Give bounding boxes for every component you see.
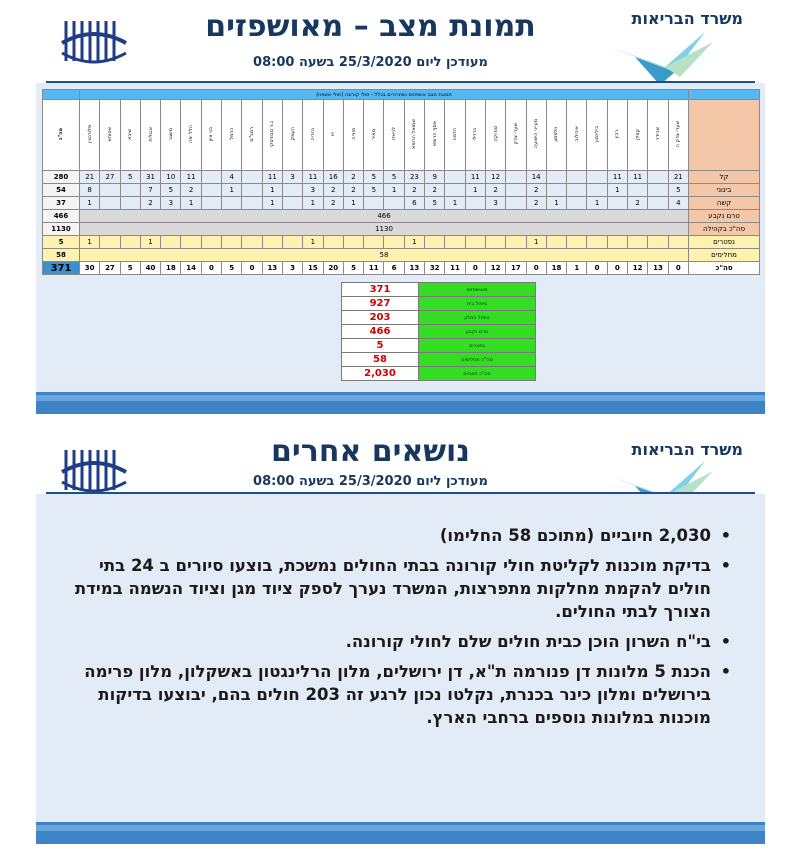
table-cell	[546, 236, 566, 249]
table-row: 371 30 27 5 40 18 14 0 5 0 13 3 15 20 5 11 6 13 32 11 0 12 17 0 18 1 0 0 12 13 0 סה"כ	[43, 262, 760, 275]
table-cell: 1	[465, 184, 485, 197]
table-cell: 10	[161, 171, 181, 184]
table-cell	[201, 171, 221, 184]
summary-label: נפטרים	[419, 339, 536, 353]
table-cell	[384, 236, 404, 249]
hospital-name: אסף הרופא	[431, 121, 438, 147]
bullet-text: בי"ח השרון הוכן כבית חולים שלם לחולי קורונה.	[345, 632, 711, 651]
hospital-name: ג.ר סבורסקי	[269, 120, 276, 148]
table-cell: 1	[343, 197, 363, 210]
table-cell: 3	[303, 184, 323, 197]
hospital-name: שערי צדק	[512, 123, 519, 145]
table-cell: 2	[485, 184, 505, 197]
slide-other-topics	[36, 432, 765, 844]
table-cell	[181, 236, 201, 249]
summary-label: מאושפזים	[419, 283, 536, 297]
hospital-name: הדסה	[451, 127, 458, 141]
summary-row	[342, 311, 536, 325]
table-cell	[607, 197, 627, 210]
ministry-name: משרד הבריאות	[631, 440, 743, 459]
table-cell	[668, 236, 688, 249]
summary-row	[342, 325, 536, 339]
table-cell: 5	[384, 171, 404, 184]
table-cell: 5	[161, 184, 181, 197]
table-cell: 3	[161, 197, 181, 210]
table-cell: 1	[262, 184, 282, 197]
table-cell	[546, 184, 566, 197]
table-cell	[445, 184, 465, 197]
table-cell: 21	[80, 171, 100, 184]
hospital-name: ברזילי	[472, 127, 479, 141]
table-cell: 1	[303, 236, 323, 249]
table-cell: 11	[445, 262, 465, 275]
row-label-light: קל	[689, 171, 760, 184]
hospital-name: מאיר	[370, 128, 377, 140]
table-cell: 5	[364, 184, 384, 197]
table-cell: 8	[80, 184, 100, 197]
table-cell	[100, 184, 120, 197]
hospital-name: איכילוב	[573, 126, 580, 142]
table-cell: 18	[161, 262, 181, 275]
hospital-name: קפלן	[634, 128, 641, 140]
table-cell: 7	[140, 184, 160, 197]
table-cell	[242, 184, 262, 197]
table-cell	[222, 236, 242, 249]
summary-value: 927	[342, 297, 419, 311]
hospital-name: זיו	[330, 131, 337, 137]
bullet-item	[60, 524, 731, 547]
ministry-name: משרד הבריאות	[631, 9, 743, 28]
table-cell: 20	[323, 262, 343, 275]
hospital-header-row	[43, 100, 760, 171]
table-cell	[567, 171, 587, 184]
table-cell	[587, 184, 607, 197]
table-cell	[222, 197, 242, 210]
hospital-name: מעייני הישועה	[533, 119, 540, 149]
hospital-name: סורוקה	[492, 126, 499, 142]
bullet-item	[60, 630, 731, 653]
table-cell	[282, 236, 302, 249]
hospital-name: אסותא	[106, 126, 113, 142]
summary-value: 5	[342, 339, 419, 353]
table-cell	[506, 236, 526, 249]
table-cell: 23	[404, 171, 424, 184]
bullet-list	[60, 524, 729, 736]
table-caption: תמונת מצב אשפוזים ושחרורים בכלל - חולי קורונה (חולי אשפוז)	[80, 90, 689, 100]
table-cell	[628, 184, 648, 197]
table-cell: 2	[628, 197, 648, 210]
table-cell: 18	[546, 262, 566, 275]
slide-status-hospitalized	[36, 3, 765, 414]
table-cell: 4	[222, 171, 242, 184]
update-date: מעודכן ליום 25/3/2020 בשעה 08:00	[253, 474, 488, 489]
table-cell: 6	[404, 197, 424, 210]
table-cell: 11	[262, 171, 282, 184]
table-cell: 9	[425, 171, 445, 184]
table-cell: 40	[140, 262, 160, 275]
table-cell	[425, 236, 445, 249]
row-label-sum: סה"כ	[689, 262, 760, 275]
summary-row	[342, 339, 536, 353]
slide-footer	[36, 392, 765, 414]
bullet-text: בדיקת מוכנות לקליטת חולי קורונה בבתי החולים נמשכת, בוצעו סיורים ב 24 בתי חולים להקמת מחלקות מתפרצות, המשרד נערך לספק ציוד מגן וציוד הנשמה במידת הצורך לבתי החולים.	[74, 556, 711, 621]
table-row: 466 466 טרם נקבע	[43, 210, 760, 223]
hospital-name: כרמל	[228, 128, 235, 140]
table-cell	[485, 236, 505, 249]
table-cell: 32	[425, 262, 445, 275]
table-cell: 31	[140, 171, 160, 184]
bullet-item	[60, 554, 731, 623]
table-cell: 1	[607, 184, 627, 197]
table-row: 1130 1130 סה"כ בקהילה	[43, 223, 760, 236]
table-cell	[445, 171, 465, 184]
table-cell	[607, 236, 627, 249]
hospital-name: בני ציון	[208, 126, 215, 142]
page-title: נושאים אחרים	[271, 434, 470, 469]
table-cell	[384, 197, 404, 210]
hospital-name: שערי צדק ה	[675, 120, 682, 148]
table-cell	[120, 236, 140, 249]
summary-row	[342, 353, 536, 367]
table-cell	[648, 171, 668, 184]
summary-value: 2,030	[342, 367, 419, 381]
summary-table	[341, 282, 536, 381]
table-cell	[323, 236, 343, 249]
hospital-name: פוריה	[350, 128, 357, 140]
table-cell	[242, 171, 262, 184]
table-cell: 0	[526, 262, 546, 275]
table-caption-row	[43, 90, 760, 100]
table-cell: 2	[323, 197, 343, 210]
hospital-name: אנגלית	[147, 126, 154, 142]
table-cell	[282, 197, 302, 210]
row-label-pending: טרם נקבע	[689, 210, 760, 223]
table-cell: 1	[181, 197, 201, 210]
table-cell: 1	[262, 197, 282, 210]
table-cell: 2	[181, 184, 201, 197]
table-cell: 13	[648, 262, 668, 275]
table-cell: 16	[323, 171, 343, 184]
table-cell: 27	[100, 171, 120, 184]
hospital-name: שיבא	[127, 128, 134, 140]
table-cell: 5	[343, 262, 363, 275]
table-cell	[587, 236, 607, 249]
summary-value: 371	[342, 283, 419, 297]
table-cell: 13	[262, 262, 282, 275]
table-cell	[506, 197, 526, 210]
table-cell	[628, 236, 648, 249]
row-label-recovered: מחלימים	[689, 249, 760, 262]
bullet-text: הכנת 5 מלונות דן פנורמה ת"א, דן ירושלים, מלון הרלינגטון באשקלון, מלון פרימה בירושלים ומלון כינר בכנרת, נקלטו נכון לרגע זה 203 חולים בהם, יבוצעו בדיקות מוכנות במלונות נוספים ברחבי הארץ.	[84, 662, 711, 727]
table-cell	[546, 171, 566, 184]
table-cell	[120, 197, 140, 210]
ministry-emblem-icon	[56, 13, 132, 69]
table-cell: 11	[465, 171, 485, 184]
summary-row	[342, 283, 536, 297]
table-cell: 2	[343, 171, 363, 184]
table-cell: 0	[201, 262, 221, 275]
table-row: 37 1 2 3 1 1 1 2 1 6 5 1 3 2 1 1 2 4 קשה	[43, 197, 760, 210]
row-label-medium: בינוני	[689, 184, 760, 197]
table-cell	[161, 236, 181, 249]
table-cell: 2	[526, 184, 546, 197]
table-cell: 1	[587, 197, 607, 210]
hospital-name: רבין	[614, 129, 621, 139]
row-label-deceased: נפטרים	[689, 236, 760, 249]
bullet-icon: •	[720, 556, 731, 575]
table-cell: 0	[668, 262, 688, 275]
table-cell	[648, 184, 668, 197]
table-cell	[648, 236, 668, 249]
row-label-severe: קשה	[689, 197, 760, 210]
table-cell: 2	[343, 184, 363, 197]
table-cell	[201, 236, 221, 249]
bullet-text: 2,030 חיוביים (מתוכם 58 החלימו)	[439, 526, 711, 545]
hospital-name: שניידר	[654, 127, 661, 141]
summary-value: 203	[342, 311, 419, 325]
table-cell: 11	[607, 171, 627, 184]
hospital-name: העמק	[289, 127, 296, 141]
update-date: מעודכן ליום 25/3/2020 בשעה 08:00	[253, 55, 488, 70]
table-cell: 15	[303, 262, 323, 275]
table-cell	[567, 184, 587, 197]
table-cell	[506, 184, 526, 197]
hospital-name: לניאדו	[391, 127, 398, 141]
table-cell: 3	[282, 171, 302, 184]
table-cell	[364, 197, 384, 210]
table-cell	[282, 184, 302, 197]
table-cell	[567, 236, 587, 249]
table-cell: 13	[404, 262, 424, 275]
table-cell: 1	[546, 197, 566, 210]
table-cell: 5	[120, 171, 140, 184]
table-cell	[242, 236, 262, 249]
table-cell	[445, 236, 465, 249]
table-cell: 14	[526, 171, 546, 184]
table-cell: 0	[242, 262, 262, 275]
table-cell: 1	[567, 262, 587, 275]
table-cell: 5	[222, 262, 242, 275]
table-cell: 3	[485, 197, 505, 210]
table-cell	[465, 197, 485, 210]
table-cell	[567, 197, 587, 210]
table-cell: 0	[607, 262, 627, 275]
hospital-name: שמואל הרופא	[411, 119, 418, 149]
table-cell: 1	[222, 184, 242, 197]
hospital-name: נהריה	[309, 127, 316, 141]
table-row: 5 1 1 1 1 1 נפטרים	[43, 236, 760, 249]
table-cell: 1	[80, 197, 100, 210]
table-cell: 21	[668, 171, 688, 184]
table-cell: 5	[364, 171, 384, 184]
table-cell	[120, 184, 140, 197]
table-cell: 2	[526, 197, 546, 210]
table-cell: 14	[181, 262, 201, 275]
sum-col-header: סה"כ	[58, 127, 64, 141]
slide-footer	[36, 822, 765, 844]
table-cell: 11	[181, 171, 201, 184]
table-cell: 1	[384, 184, 404, 197]
bullet-icon: •	[720, 662, 731, 681]
summary-label: סה"כ מחלימים	[419, 353, 536, 367]
summary-row	[342, 367, 536, 381]
table-cell	[201, 184, 221, 197]
ministry-emblem-icon	[56, 442, 132, 498]
table-cell: 11	[628, 171, 648, 184]
summary-label: סה"כ חיוביים	[419, 367, 536, 381]
hospital-name: משגב	[167, 128, 174, 140]
table-cell: 4	[668, 197, 688, 210]
table-cell: 1	[526, 236, 546, 249]
hospital-name: רמב"ם	[249, 126, 256, 142]
table-cell	[648, 197, 668, 210]
table-cell	[262, 236, 282, 249]
summary-label: טיפול בית	[419, 297, 536, 311]
table-cell: 12	[628, 262, 648, 275]
table-cell	[506, 171, 526, 184]
slide-header	[36, 3, 765, 83]
summary-value: 58	[342, 353, 419, 367]
table-cell: 1	[404, 236, 424, 249]
table-cell	[343, 236, 363, 249]
hospital-name: הלל יפה	[188, 124, 195, 144]
table-cell	[201, 197, 221, 210]
table-cell: 11	[364, 262, 384, 275]
hospital-name: וולפסון	[553, 126, 560, 142]
table-cell	[587, 171, 607, 184]
bullet-icon: •	[720, 526, 731, 545]
table-cell	[242, 197, 262, 210]
table-cell	[465, 236, 485, 249]
table-cell: 12	[485, 262, 505, 275]
table-row: 54 8 7 5 2 1 1 3 2 2 5 1 2 2 1 2 2 1 5 בינוני	[43, 184, 760, 197]
table-row: 280 21 27 5 31 10 11 4 11 3 11 16 2 5 5 23 9 11 12 14 11 11 21 קל	[43, 171, 760, 184]
table-cell: 1	[80, 236, 100, 249]
row-label-community: סה"כ בקהילה	[689, 223, 760, 236]
table-cell: 0	[465, 262, 485, 275]
table-cell: 5	[668, 184, 688, 197]
table-cell: 5	[120, 262, 140, 275]
hospital-name: בילינסון	[594, 126, 601, 142]
table-cell: 5	[425, 197, 445, 210]
page-title: תמונת מצב – מאושפזים	[205, 9, 536, 44]
table-cell: 3	[282, 262, 302, 275]
table-cell: 30	[80, 262, 100, 275]
hospitalization-table	[42, 89, 760, 275]
table-cell: 2	[323, 184, 343, 197]
table-cell: 11	[303, 171, 323, 184]
table-cell: 0	[587, 262, 607, 275]
table-cell	[364, 236, 384, 249]
table-cell	[100, 197, 120, 210]
table-cell: 2	[404, 184, 424, 197]
table-cell: 2	[425, 184, 445, 197]
table-cell: 1	[140, 236, 160, 249]
table-cell: 6	[384, 262, 404, 275]
table-cell: 27	[100, 262, 120, 275]
table-cell: 1	[303, 197, 323, 210]
summary-label: טרם נקבע	[419, 325, 536, 339]
table-cell: 1	[445, 197, 465, 210]
hospital-name: פלורנטין	[86, 125, 93, 143]
table-cell	[100, 236, 120, 249]
table-cell: 2	[140, 197, 160, 210]
table-row: 58 58 מחלימים	[43, 249, 760, 262]
summary-value: 466	[342, 325, 419, 339]
table-cell: 17	[506, 262, 526, 275]
summary-row	[342, 297, 536, 311]
summary-label: טיפול במלון	[419, 311, 536, 325]
ministry-logo-icon	[605, 27, 715, 87]
table-cell: 12	[485, 171, 505, 184]
bullet-icon: •	[720, 632, 731, 651]
bullet-item	[60, 660, 731, 729]
